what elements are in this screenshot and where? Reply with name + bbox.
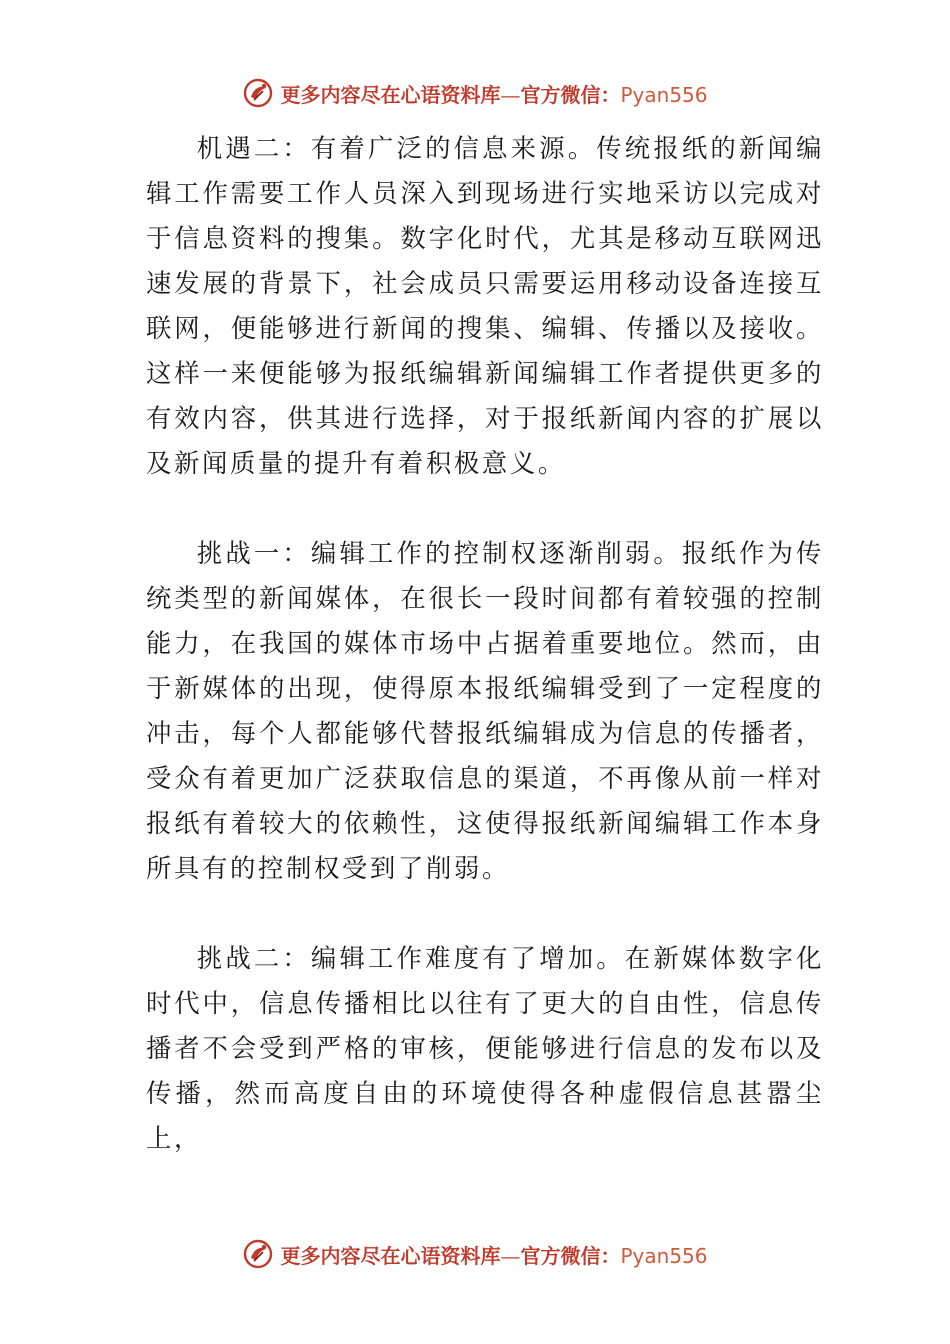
document-body bbox=[146, 126, 824, 1161]
footer-banner-text bbox=[280, 1240, 707, 1269]
separator-dash: — bbox=[500, 1243, 521, 1268]
paragraph-opportunity-two: 机遇二：有着广泛的信息来源。传统报纸的新闻编辑工作需要工作人员深入到现场进行实地采访以完成对于信息资料的搜集。数字化时代，尤其是移动互联网迅速发展的背景下，社会成员只需要运用移动设备连接互联网，便能够进行新闻的搜集、编辑、传播以及接收。这样一来便能够为报纸编辑新闻编辑工作者提供更多的有效内容，供其进行选择，对于报纸新闻内容的扩展以及新闻质量的提升有着积极意义。 bbox=[146, 133, 824, 478]
paragraph-challenge-one: 挑战一：编辑工作的控制权逐渐削弱。报纸作为传统类型的新闻媒体，在很长一段时间都有着较强的控制能力，在我国的媒体市场中占据着重要地位。然而，由于新媒体的出现，使得原本报纸编辑受到了一定程度的冲击，每个人都能够代替报纸编辑成为信息的传播者，受众有着更加广泛获取信息的渠道，不再像从前一样对报纸有着较大的依赖性，这使得报纸新闻编辑工作本身所具有的控制权受到了削弱。 bbox=[146, 538, 824, 883]
footer-banner bbox=[0, 1234, 950, 1274]
wechat-id: Pyan556 bbox=[620, 1243, 708, 1268]
wechat-label: 官方微信： bbox=[520, 1243, 621, 1268]
separator-dash: — bbox=[500, 82, 521, 107]
brand-logo-icon bbox=[242, 77, 274, 109]
header-banner-text bbox=[280, 79, 707, 108]
header-banner bbox=[0, 73, 950, 113]
brand-logo-icon bbox=[242, 1238, 274, 1270]
wechat-label: 官方微信： bbox=[520, 82, 621, 107]
site-promo-text: 更多内容尽在心语资料库 bbox=[280, 1243, 501, 1268]
site-promo-text: 更多内容尽在心语资料库 bbox=[280, 82, 501, 107]
paragraph-challenge-two: 挑战二：编辑工作难度有了增加。在新媒体数字化时代中，信息传播相比以往有了更大的自由性，信息传播者不会受到严格的审核，便能够进行信息的发布以及传播，然而高度自由的环境使得各种虚假信息甚嚣尘上， bbox=[146, 943, 824, 1153]
wechat-id: Pyan556 bbox=[620, 82, 708, 107]
